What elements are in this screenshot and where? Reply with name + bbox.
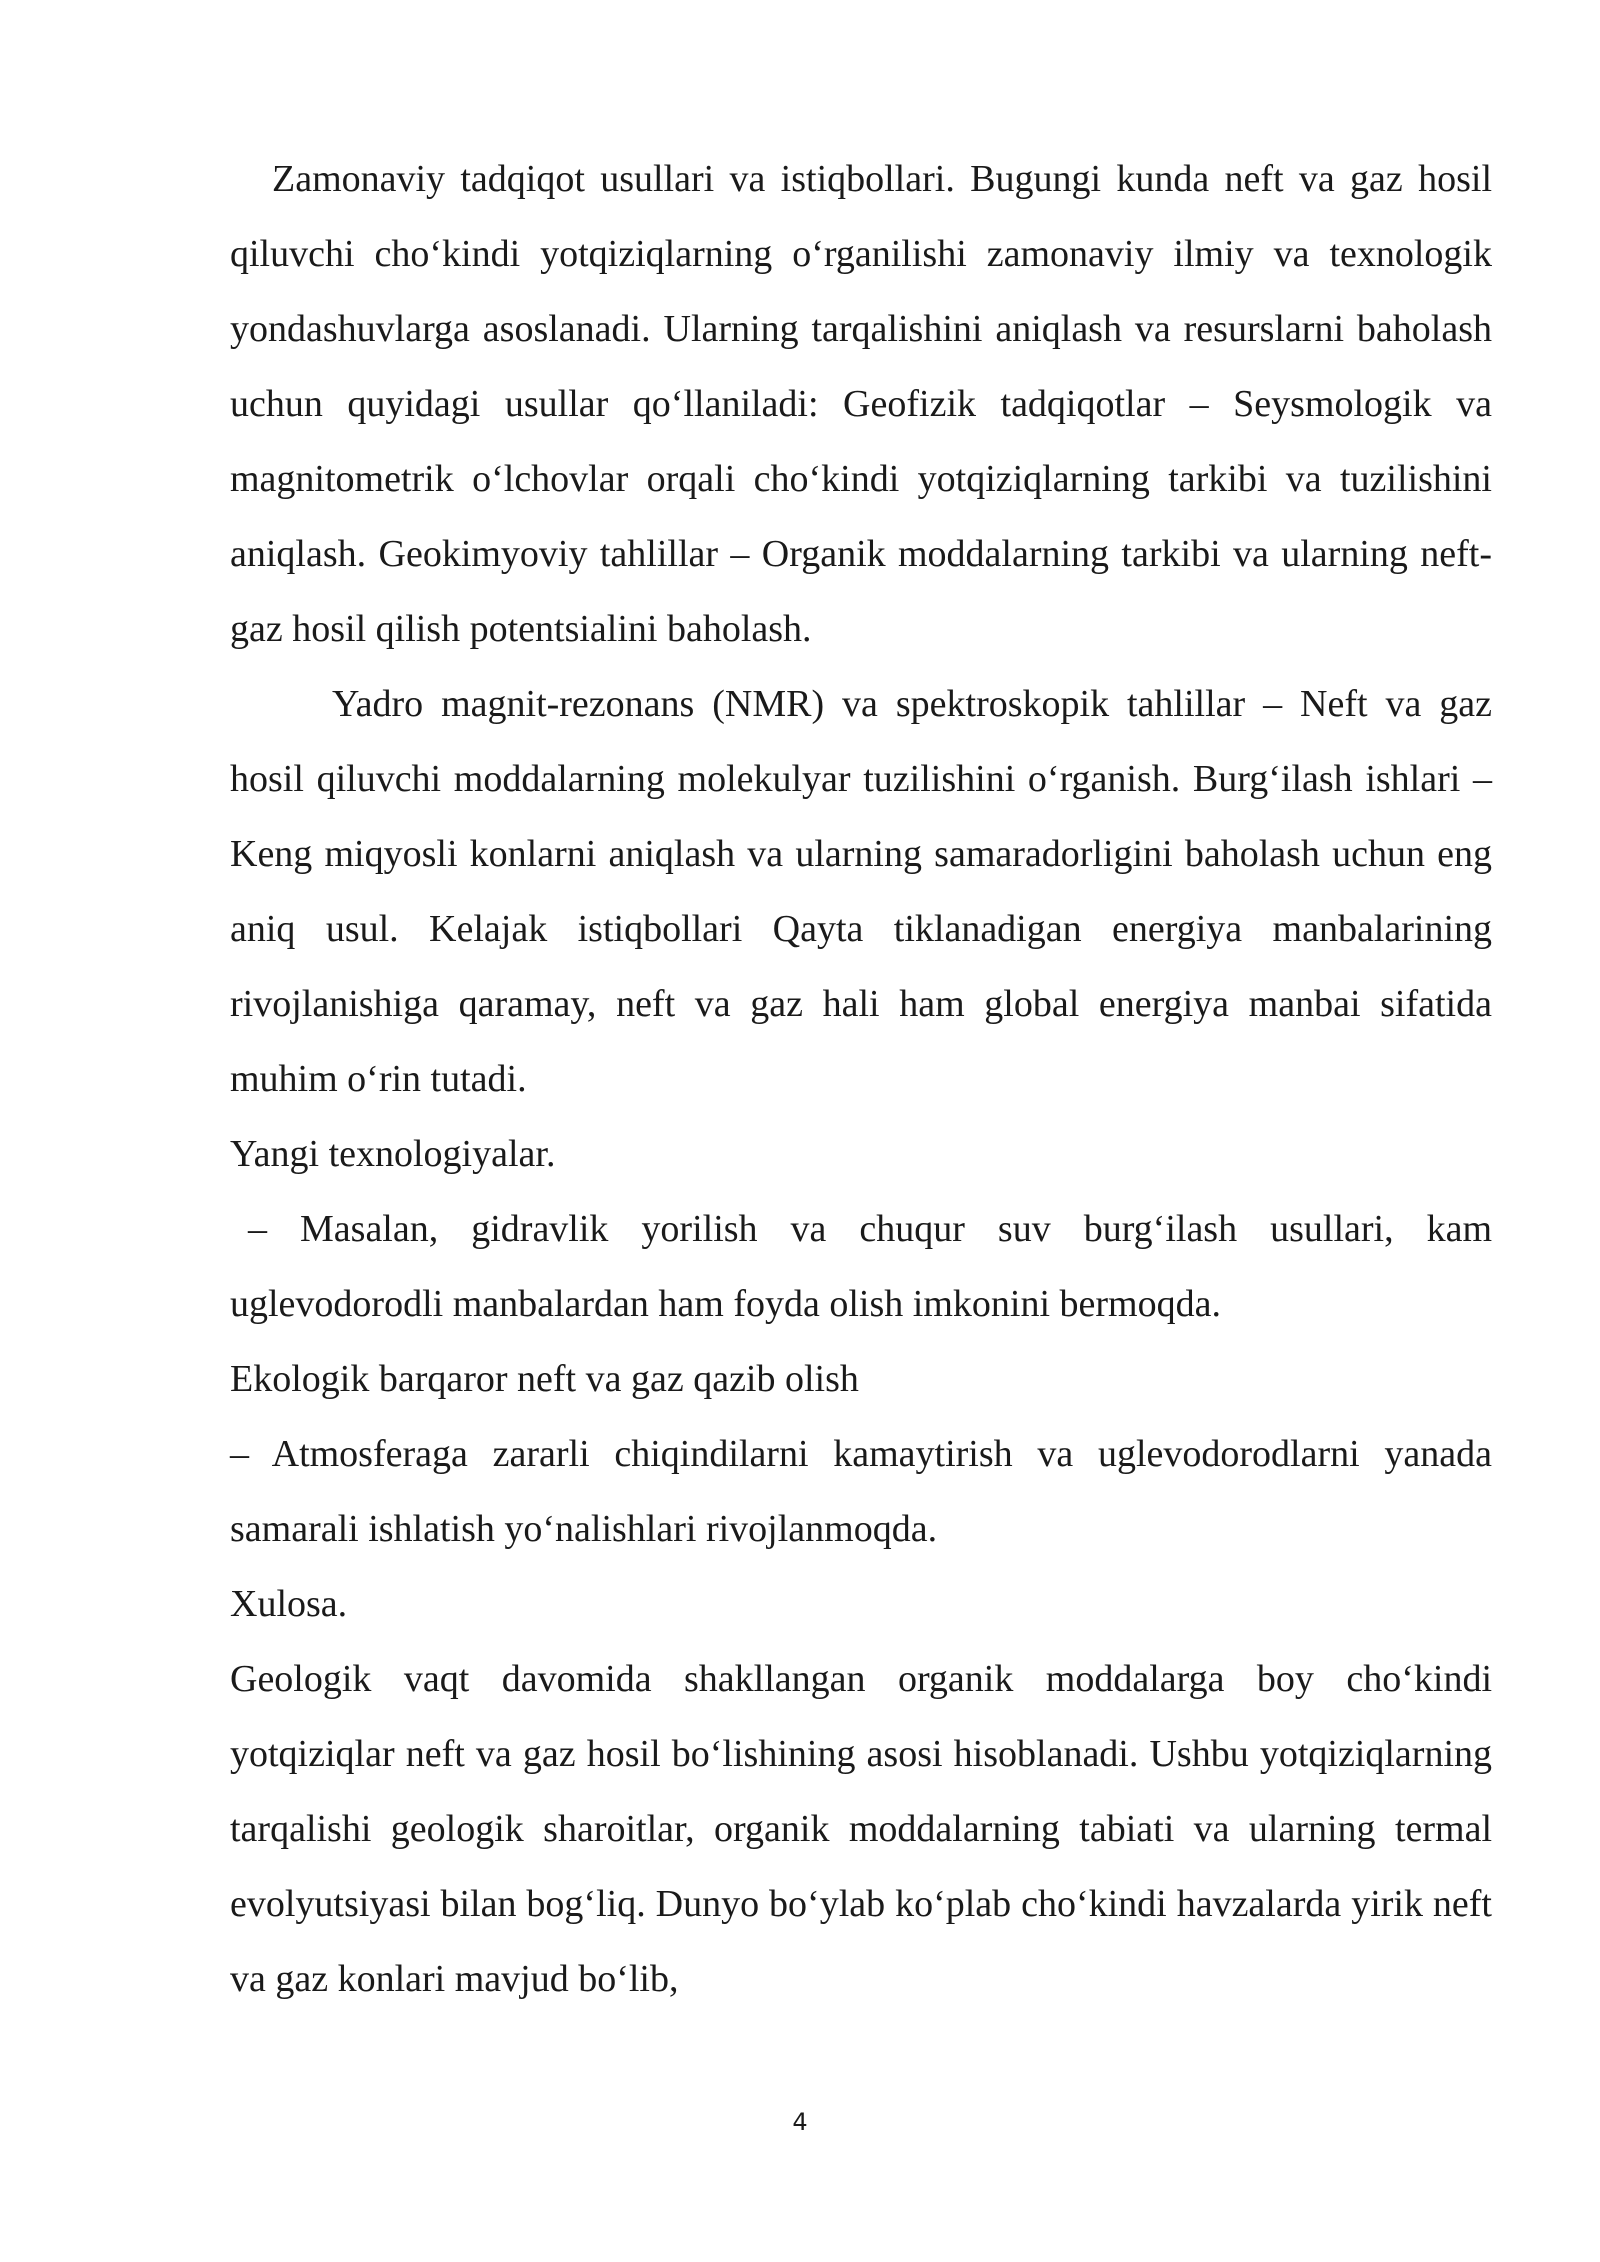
paragraph-nmr-analysis: Yadro magnit-rezonans (NMR) va spektroskopik tahlillar – Neft va gaz hosil qiluvchi moddalarning molekulyar tuzilishini o‘rganish. Burg‘ilash ishlari – Keng miqyosli konlarni aniqlash va ularning samaradorligini baholash uchun eng aniq usul. Kelajak istiqbollari Qayta tiklanadigan energiya manbalarining rivojlanishiga qaramay, neft va gaz hali ham global energiya manbai sifatida muhim o‘rin tutadi.	[230, 683, 1492, 1100]
paragraph-emissions: – Atmosferaga zararli chiqindilarni kamaytirish va uglevodorodlarni yanada samarali ishlatish yo‘nalishlari rivojlanmoqda.	[230, 1433, 1492, 1550]
heading-new-technologies: Yangi texnologiyalar.	[230, 1133, 556, 1175]
paragraph-hydraulic-fracturing: – Masalan, gidravlik yorilish va chuqur suv burg‘ilash usullari, kam uglevodorodli manbalardan ham foyda olish imkonini bermoqda.	[230, 1208, 1492, 1325]
heading-ecological-extraction: Ekologik barqaror neft va gaz qazib olish	[230, 1358, 859, 1400]
paragraph-conclusion: Geologik vaqt davomida shakllangan organik moddalarga boy cho‘kindi yotqiziqlar neft va gaz hosil bo‘lishining asosi hisoblanadi. Ushbu yotqiziqlarning tarqalishi geologik sharoitlar, organik moddalarning tabiati va ularning termal evolyutsiyasi bilan bog‘liq. Dunyo bo‘ylab ko‘plab cho‘kindi havzalarda yirik neft va gaz konlari mavjud bo‘lib,	[230, 1658, 1492, 2000]
document-body	[230, 142, 1492, 2017]
paragraph-research-methods: Zamonaviy tadqiqot usullari va istiqbollari. Bugungi kunda neft va gaz hosil qiluvchi cho‘kindi yotqiziqlarning o‘rganilishi zamonaviy ilmiy va texnologik yondashuvlarga asoslanadi. Ularning tarqalishini aniqlash va resurslarni baholash uchun quyidagi usullar qo‘llaniladi: Geofizik tadqiqotlar – Seysmologik va magnitometrik o‘lchovlar orqali cho‘kindi yotqiziqlarning tarkibi va tuzilishini aniqlash. Geokimyoviy tahlillar – Organik moddalarning tarkibi va ularning neft-gaz hosil qilish potentsialini baholash.	[230, 158, 1492, 650]
heading-conclusion: Xulosa.	[230, 1583, 348, 1625]
page-number: 4	[792, 2108, 808, 2136]
